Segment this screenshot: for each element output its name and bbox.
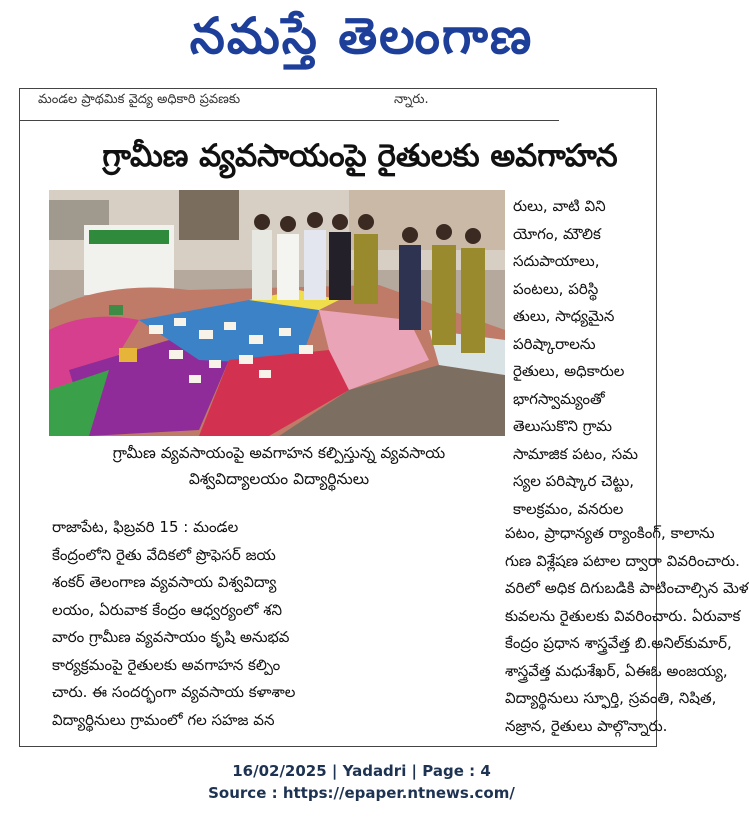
photo-caption-line-2: విశ్వవిద్యాలయం విద్యార్థినులు	[188, 470, 370, 488]
article-line: శాస్త్రవేత్త మధుశేఖర్, ఏఈఓ అంజయ్య,	[505, 661, 728, 680]
previous-article-left-text: మండల ప్రాథమిక వైద్య అధికారి ప్రవణకు	[38, 92, 241, 107]
article-line: కేంద్రంలోని రైతు వేదికలో ప్రొఫెసర్ జయ	[52, 545, 276, 564]
photo-caption-line-1: గ్రామీణ వ్యవసాయంపై అవగాహన కల్పిస్తున్న వ్యవసాయ	[112, 444, 446, 462]
article-body-left-column	[52, 514, 492, 734]
article-line: భాగస్వామ్యంతో	[513, 389, 605, 408]
article-body-right-column-top	[513, 193, 658, 523]
photo-illustration	[49, 190, 505, 436]
article-line: పంటలు, పరిస్థి	[513, 279, 599, 298]
article-line: నజ్రాన, రైతులు పాల్గొన్నారు.	[505, 716, 668, 735]
article-line: గుణ విశ్లేషణ పటాల ద్వారా వివరించారు.	[505, 551, 740, 570]
article-line: పటం, ప్రాధాన్యత ర్యాంకింగ్, కాలాను	[505, 524, 715, 542]
article-line: లయం, ఏరువాక కేంద్రం ఆధ్వర్యంలో శని	[52, 600, 282, 619]
article-line: కేంద్రం ప్రధాన శాస్త్రవేత్త బి.అనిల్‌కుమార్,	[505, 634, 732, 652]
article-line: తులు, సాధ్యమైన	[513, 307, 615, 325]
article-headline: గ్రామీణ వ్యవసాయంపై రైతులకు అవగాహన	[102, 138, 618, 174]
article-line: విద్యార్థినులు గ్రామంలో గల సహజ వన	[52, 710, 275, 729]
article-line: వరిలో అధిక దిగుబడికి పాటించాల్సిన మెళ	[505, 579, 749, 597]
article-line: సామాజిక పటం, సమ	[513, 444, 639, 463]
source-footer	[0, 760, 723, 804]
article-body-right-column-bottom	[505, 520, 749, 740]
article-line: పరిష్కారాలను	[513, 334, 596, 353]
article-line: సదుపాయాలు,	[513, 252, 600, 270]
article-line: యోగం, మౌలిక	[513, 224, 601, 243]
article-line: రులు, వాటి విని	[513, 197, 606, 215]
article-line: తెలుసుకొని గ్రామ	[513, 417, 612, 435]
article-line: చారు. ఈ సందర్భంగా వ్యవసాయ కళాశాల	[52, 683, 296, 701]
article-line: విద్యార్థినులు స్ఫూర్తి, స్రవంతి, నిషిత,	[505, 689, 717, 707]
previous-article-right-text: న్నారు.	[394, 92, 429, 107]
article-line: శంకర్ తెలంగాణ వ్యవసాయ విశ్వవిద్యా	[52, 573, 277, 591]
article-line: రాజాపేట, ఫిబ్రవరి 15 : మండల	[52, 518, 239, 536]
newspaper-masthead: నమస్తే తెలంగాణ	[189, 7, 534, 65]
article-line: కాలక్రమం, వనరుల	[513, 499, 624, 518]
footer-date-edition: 16/02/2025 | Yadadri | Page : 4	[232, 762, 491, 780]
top-rule	[19, 120, 559, 121]
article-line: వారం గ్రామీణ వ్యవసాయం కృషి అనుభవ	[52, 628, 290, 646]
article-line: కువలను రైతులకు వివరించారు. ఏరువాక	[505, 606, 741, 625]
photo-caption	[58, 440, 500, 492]
footer-source-link[interactable]: Source : https://epaper.ntnews.com/	[208, 784, 515, 802]
article-line: కార్యక్రమంపై రైతులకు అవగాహన కల్పిం	[52, 655, 281, 674]
article-line: రైతులు, అధికారుల	[513, 362, 625, 380]
news-photo	[49, 190, 505, 436]
previous-article-fragment	[38, 92, 558, 112]
article-line: స్యల పరిష్కార చెట్టు,	[513, 472, 635, 490]
